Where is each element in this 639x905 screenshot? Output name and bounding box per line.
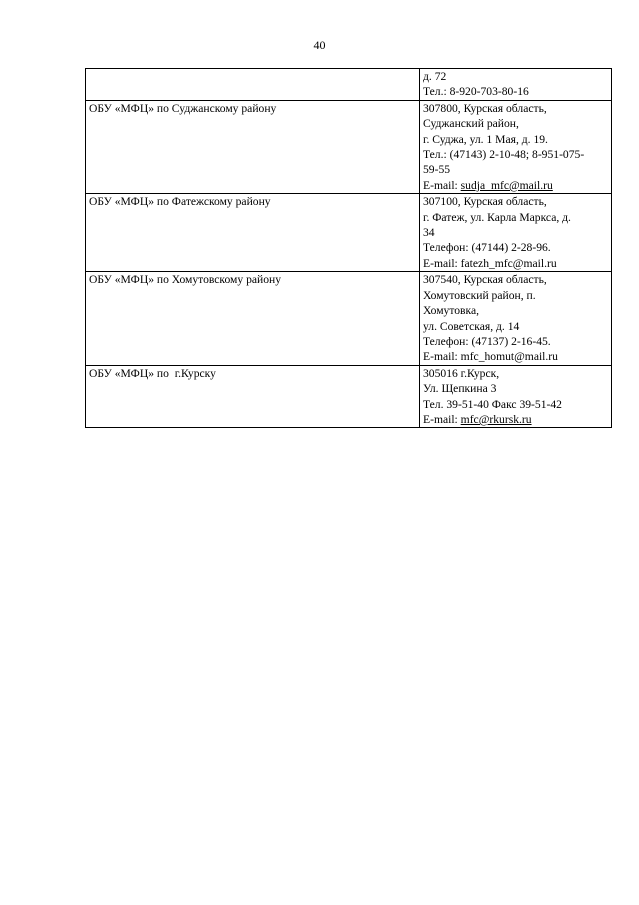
office-name-cell [86,365,420,428]
address-line: 307100, Курская область, [423,195,547,209]
address-line: Ул. Щепкина 3 [423,382,497,396]
email-link-sudja[interactable]: sudja_mfc@mail.ru [460,178,553,192]
address-line: ул. Советская, д. 14 [423,319,520,333]
address-line: Хомутовка, [423,304,480,318]
office-name: ОБУ «МФЦ» по Фатежскому району [89,195,271,209]
email-link-kursk[interactable]: mfc@rkursk.ru [460,412,532,426]
office-name-cell [86,194,420,272]
phone-line: Тел. 39-51-40 Факс 39-51-42 [423,397,562,411]
address-line: 307540, Курская область, [423,273,547,287]
email-line [423,178,608,193]
address-line: Суджанский район, [423,117,519,131]
email-line [423,412,608,427]
office-address-cell [420,272,612,365]
phone-line: Тел.: 8-920-703-80-16 [423,85,529,99]
address-line: 307800, Курская область, [423,101,547,115]
office-name: ОБУ «МФЦ» по Хомутовскому району [89,273,282,287]
phone-line: Тел.: (47143) 2-10-48; 8-951-075- [423,148,585,162]
mfc-contacts-table [85,68,612,428]
email-label: E-mail: [423,256,461,270]
office-address-cell [420,194,612,272]
table-row [86,194,612,272]
office-address-cell [420,69,612,101]
address-line: 305016 г.Курск, [423,366,500,380]
phone-line: Телефон: (47137) 2-16-45. [423,334,551,348]
address-line: г. Суджа, ул. 1 Мая, д. 19. [423,132,548,146]
address-line: Хомутовский район, п. [423,288,536,302]
address-line: г. Фатеж, ул. Карла Маркса, д. [423,210,571,224]
table-row [86,272,612,365]
table-row [86,100,612,193]
email-label: E-mail: [423,412,461,426]
email-text-homut: mfc_homut@mail.ru [460,350,558,364]
table-row [86,69,612,101]
email-text-fatezh: fatezh_mfc@mail.ru [460,256,557,270]
office-name-cell [86,100,420,193]
phone-line: 59-55 [423,163,451,177]
email-line [423,349,608,364]
phone-line: Телефон: (47144) 2-28-96. [423,241,551,255]
office-address-cell [420,100,612,193]
office-name: ОБУ «МФЦ» по Суджанскому району [89,101,277,115]
address-line: 34 [423,226,435,240]
email-label: E-mail: [423,350,461,364]
office-name-cell [86,69,420,101]
email-line [423,256,608,271]
email-label: E-mail: [423,178,461,192]
office-name-cell [86,272,420,365]
office-name: ОБУ «МФЦ» по г.Курску [89,366,216,380]
table-row [86,365,612,428]
address-line: д. 72 [423,70,447,83]
office-address-cell [420,365,612,428]
page-number: 40 [313,38,326,52]
